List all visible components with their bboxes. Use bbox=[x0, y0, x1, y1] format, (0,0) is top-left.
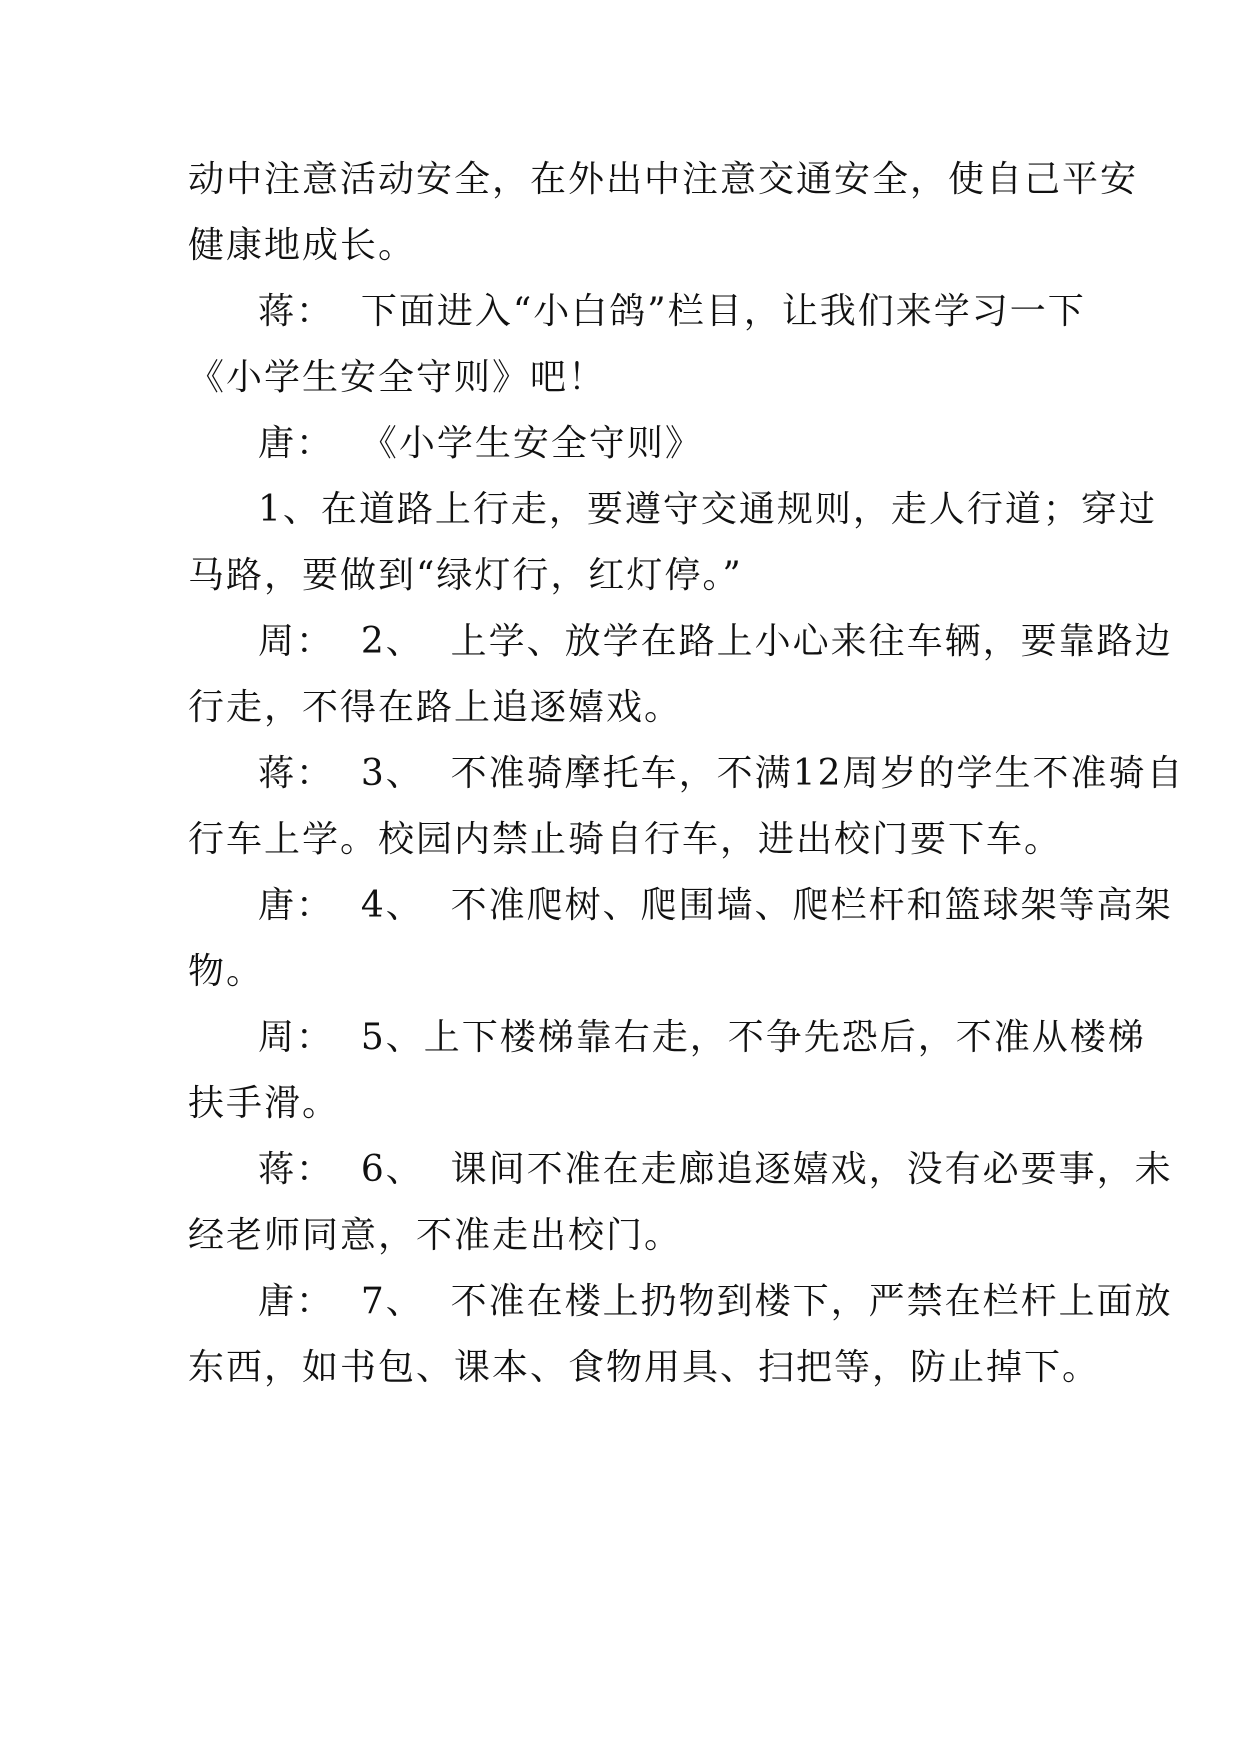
text-line: 物。 bbox=[188, 951, 265, 992]
text-line: 周： 2、 上学、放学在路上小心来往车辆，要靠路边 bbox=[258, 621, 1173, 662]
text-line: 经老师同意，不准走出校门。 bbox=[188, 1215, 683, 1256]
text-line: 《小学生安全守则》吧！ bbox=[188, 357, 607, 398]
text-line: 健康地成长。 bbox=[188, 225, 417, 266]
text-line: 唐： 7、 不准在楼上扔物到楼下，严禁在栏杆上面放 bbox=[258, 1281, 1173, 1322]
text-line: 周： 5、上下楼梯靠右走，不争先恐后，不准从楼梯 bbox=[258, 1017, 1146, 1058]
text-line: 唐： 4、 不准爬树、爬围墙、爬栏杆和篮球架等高架 bbox=[258, 885, 1173, 926]
text-line: 行车上学。校园内禁止骑自行车，进出校门要下车。 bbox=[188, 819, 1063, 860]
text-line: 1、在道路上行走，要遵守交通规则，走人行道；穿过 bbox=[258, 489, 1157, 530]
text-line: 行走，不得在路上追逐嬉戏。 bbox=[188, 687, 683, 728]
text-line: 蒋： 下面进入“小白鸽”栏目，让我们来学习一下 bbox=[258, 291, 1086, 332]
text-line: 唐： 《小学生安全守则》 bbox=[258, 423, 703, 464]
text-line: 东西，如书包、课本、食物用具、扫把等，防止掉下。 bbox=[188, 1347, 1101, 1388]
text-line: 蒋： 6、 课间不准在走廊追逐嬉戏，没有必要事，未 bbox=[258, 1149, 1173, 1190]
text-line: 扶手滑。 bbox=[188, 1083, 341, 1124]
text-line: 蒋： 3、 不准骑摩托车，不满12周岁的学生不准骑自 bbox=[258, 753, 1185, 794]
text-line: 马路，要做到“绿灯行，红灯停。” bbox=[188, 555, 743, 596]
text-line: 动中注意活动安全，在外出中注意交通安全，使自己平安 bbox=[188, 159, 1139, 200]
